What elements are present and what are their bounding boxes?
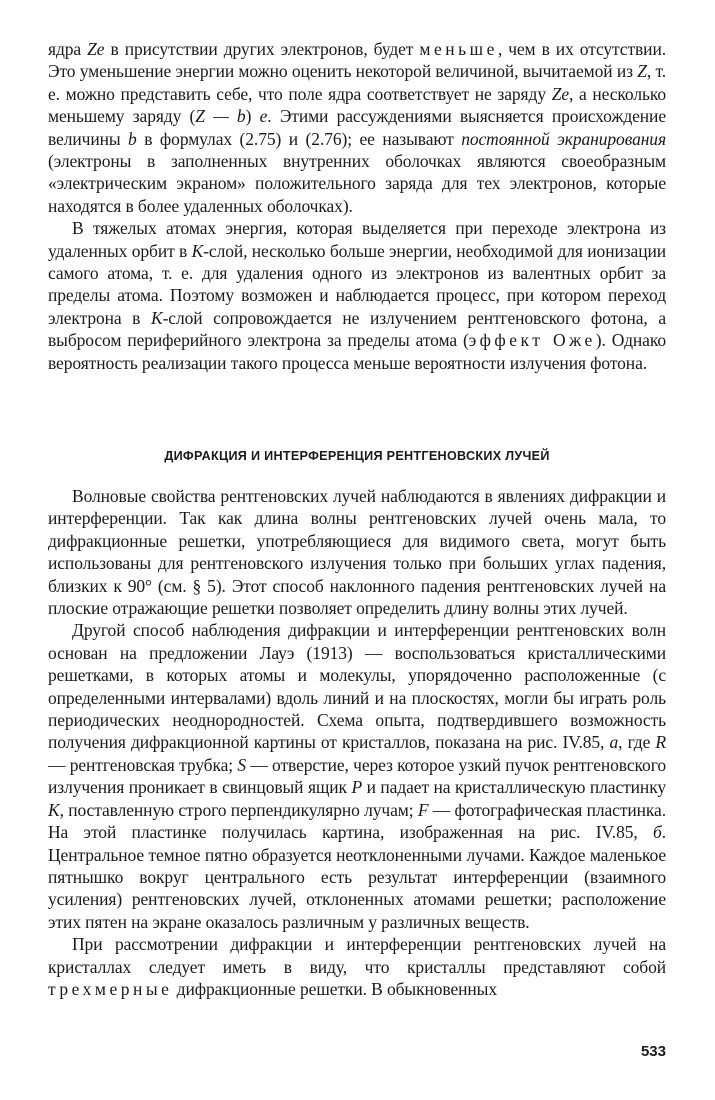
paragraph-wave-properties: Волновые свойства рентгеновских лучей наблюдаются в явлениях дифракции и интерференции. Так как длина волны рентгеновских лучей очень мала, то дифракционные решетки, употребляющиеся для видимого света, могут быть использованы для рентгеновского излучения только при больших углах падения, близких к 90° (см. § 5). Этот способ наклонного падения рентгеновских лучей на плоские отражающие решетки позволяет определить длину волны этих лучей. — [48, 486, 666, 619]
paragraph-laue: Другой способ наблюдения дифракции и интерференции рентгеновских волн основан на предложении Лауэ (1913) — воспользоваться кристаллическими решетками, в которых атомы и молекулы, упорядоченно расположенные (с определенными интервалами) вдоль линий и на плоскостях, могли бы играть роль периодических неоднородностей. Схема опыта, подтвердившего возможность получения дифракционной картины от кристаллов, показана на рис. IV.85, а, где R — рентгеновская трубка; S — отверстие, через которое узкий пучок рентгеновского излучения проникает в свинцовый ящик P и падает на кристаллическую пластинку K, поставленную строго перпендикулярно лучам; F — фотографическая пластинка. На этой пластинке получилась картина, изображенная на рис. IV.85, б. Центральное темное пятно образуется неотклоненными лучами. Каждое маленькое пятнышко вокруг центрального есть результат интерференции (взаимного усиления) рентгеновских лучей, отклоненных атомами решетки; расположение этих пятен на экране оказалось различным у различных веществ. — [48, 620, 666, 932]
text-block-top — [48, 38, 666, 374]
paragraph-3d-gratings: При рассмотрении дифракции и интерференции рентгеновских лучей на кристаллах следует иметь в виду, что кристаллы представляют собой трехмерные дифракционные решетки. В обыкновенных — [48, 934, 666, 999]
paragraph-screening: ядра Ze в присутствии других электронов, будет меньше, чем в их отсутствии. Это уменьшение энергии можно оценить некоторой величиной, вычитаемой из Z, т. е. можно представить себе, что поле ядра соответствует не заряду Ze, а несколько меньшему заряду (Z — b) e. Этими рассуждениями выясняется происхождение величины b в формулах (2.75) и (2.76); ее называют постоянной экранирования (электроны в заполненных внутренних оболочках являются своеобразным «электрическим экраном» положительного заряда для тех электронов, которые находятся в более удаленных оболочках). — [48, 39, 667, 216]
term-screening-constant: постоянной экранирования — [461, 128, 666, 149]
term-auger-effect: эффект Оже — [468, 330, 596, 351]
page-number: 533 — [640, 1043, 666, 1060]
paragraph-auger: В тяжелых атомах энергия, которая выделяется при переходе электрона из удаленных орбит в K-слой, несколько больше энергии, необходимой для ионизации самого атома, т. е. для удаления одного из электронов из валентных орбит за пределы атома. Поэтому возможен и наблюдается процесс, при котором переход электрона в K-слой сопровождается не излучением рентгеновского фотона, а выбросом периферийного электрона за пределы атома (эффект Оже). Однако вероятность реализации такого процесса меньше вероятности излучения фотона. — [48, 218, 666, 373]
text-block-section — [48, 485, 666, 1000]
section-heading: ДИФРАКЦИЯ И ИНТЕРФЕРЕНЦИЯ РЕНТГЕНОВСКИХ ЛУЧЕЙ — [164, 449, 550, 463]
